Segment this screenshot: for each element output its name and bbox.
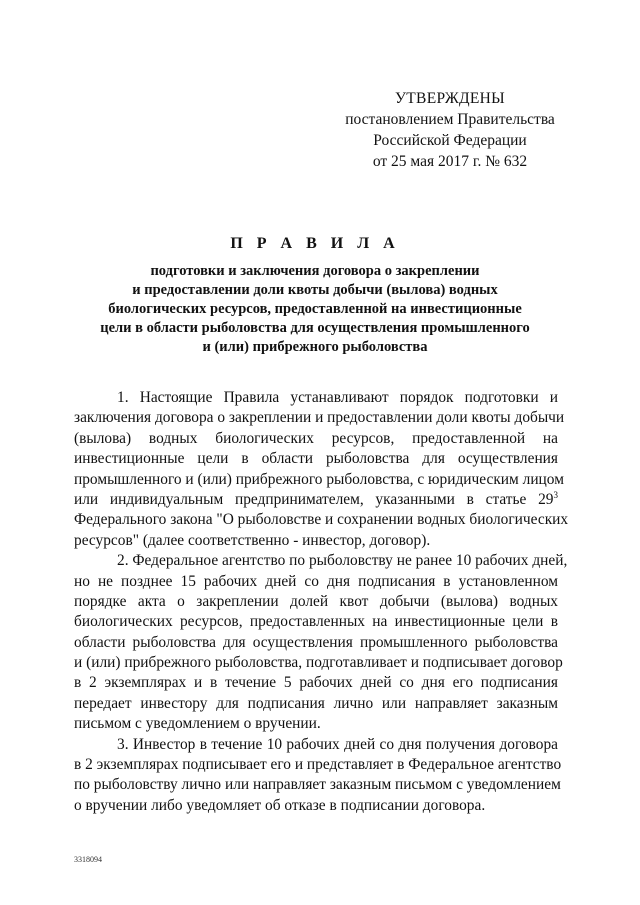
subtitle-line: и (или) прибрежного рыболовства <box>202 339 428 355</box>
subtitle-line: и предоставлении доли квоты добычи (вылова) водных <box>132 282 498 298</box>
paragraph-3-line: о вручении либо уведомляет об отказе в подписании договора. <box>74 796 486 814</box>
document-body <box>74 388 569 816</box>
article-superscript: 3 <box>553 489 558 500</box>
approval-block <box>340 88 560 172</box>
paragraph-2-line: 2. Федеральное агентство по рыболовству не ранее 10 рабочих дней, <box>117 552 568 570</box>
paragraph-2-line: передает инвестору для подписания лично или направляет заказным <box>74 694 558 712</box>
paragraph-1-line: (вылова) водных биологических ресурсов, предоставленной на <box>74 429 558 447</box>
paragraph-3-line: в 2 экземплярах подписывает его и представляет в Федеральное агентство <box>74 756 562 774</box>
subtitle-line: биологических ресурсов, предоставленной на инвестиционные <box>108 301 522 317</box>
paragraph-2-line: и (или) прибрежного рыболовства, подготавливает и подписывает договор <box>74 654 563 672</box>
document-title: П Р А В И Л А <box>230 235 400 252</box>
paragraph-2-line: но не позднее 15 рабочих дней со дня подписания в установленном <box>74 572 558 590</box>
approval-line-1: постановлением Правительства <box>345 111 555 128</box>
paragraph-1-line: инвестиционные цели в области рыболовства для осуществления <box>74 450 558 468</box>
paragraph-1-line-text: или индивидуальным предпринимателем, указанными в статье 29 <box>74 490 554 508</box>
approval-title: УТВЕРЖДЕНЫ <box>395 90 505 107</box>
paragraph-1-line: 1. Настоящие Правила устанавливают порядок подготовки и <box>117 389 558 406</box>
document-subtitle <box>80 262 550 357</box>
paragraph-1-line-with-sup <box>74 490 558 510</box>
approval-line-3: от 25 мая 2017 г. № 632 <box>372 153 528 170</box>
subtitle-line: подготовки и заключения договора о закреплении <box>150 263 480 279</box>
subtitle-line: цели в области рыболовства для осуществления промышленного <box>100 320 530 336</box>
paragraph-1-line: заключения договора о закреплении и предоставлении доли квоты добычи <box>74 409 565 427</box>
paragraph-3-line: по рыболовству лично или направляет заказным письмом с уведомлением <box>74 776 561 794</box>
approval-line-2: Российской Федерации <box>373 132 527 149</box>
document-number: 3318094 <box>74 855 102 864</box>
paragraph-3-line: 3. Инвестор в течение 10 рабочих дней со дня получения договора <box>117 735 558 753</box>
paragraph-2-line: порядке акта о закреплении долей квот добычи (вылова) водных <box>74 592 558 610</box>
paragraph-2-line: письмом с уведомлением о вручении. <box>74 715 321 733</box>
paragraph-1-line: ресурсов" (далее соответственно - инвестор, договор). <box>74 531 431 549</box>
paragraph-1-line: промышленного и (или) прибрежного рыболовства, с юридическим лицом <box>74 470 564 488</box>
paragraph-2-line: биологических ресурсов, предоставленных на инвестиционные цели в <box>74 613 558 631</box>
paragraph-2-line: области рыболовства для осуществления промышленного рыболовства <box>74 633 558 651</box>
paragraph-2-line: в 2 экземплярах и в течение 5 рабочих дней со дня его подписания <box>74 674 558 692</box>
paragraph-1-line: Федерального закона "О рыболовстве и сохранении водных биологических <box>74 511 569 529</box>
